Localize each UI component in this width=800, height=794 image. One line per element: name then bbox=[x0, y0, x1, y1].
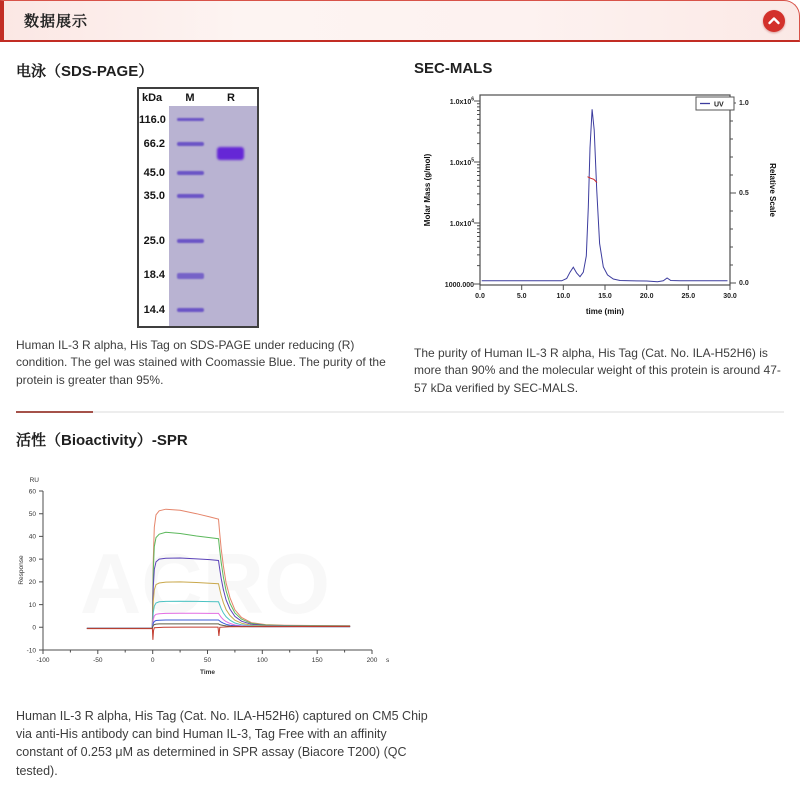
y-left-axis-label: Molar Mass (g/mol) bbox=[423, 153, 432, 227]
gel-lane-r-label: R bbox=[227, 92, 235, 104]
gel-box bbox=[137, 87, 259, 328]
x-tick: 0.0 bbox=[475, 293, 485, 300]
uv-trace bbox=[482, 109, 728, 281]
sec-mals-section bbox=[414, 54, 790, 397]
x-tick: 0 bbox=[150, 657, 155, 665]
spr-caption: Human IL-3 R alpha, His Tag (Cat. No. ILA-H52H6) captured on CM5 Chip via anti-His antibody can bind Human IL-3, Tag Free with an affinity constant of 0.253 μM as determined in SPR assay (Biacore T200) (QC tested). bbox=[16, 709, 428, 778]
x-tick: 100 bbox=[256, 657, 268, 665]
y-left-tick: 1000.000 bbox=[444, 282, 474, 289]
x-axis-ticks bbox=[480, 285, 730, 290]
y-tick: 0 bbox=[32, 624, 36, 632]
marker-weight-label: 18.4 bbox=[143, 269, 165, 281]
marker-weight-label: 25.0 bbox=[143, 235, 165, 247]
marker-band bbox=[177, 239, 204, 243]
divider-accent bbox=[16, 411, 93, 413]
x-axis-label: time (min) bbox=[585, 307, 625, 316]
section-divider bbox=[16, 411, 784, 413]
legend-uv bbox=[696, 97, 734, 110]
y-axis-label: Response bbox=[18, 555, 25, 585]
x-tick: 5.0 bbox=[516, 293, 527, 300]
y-unit-label: RU bbox=[29, 477, 39, 485]
x-tick: -100 bbox=[36, 657, 50, 665]
gel-unit-label: kDa bbox=[142, 92, 163, 104]
marker-band bbox=[177, 171, 204, 175]
marker-weight-label: 35.0 bbox=[143, 190, 165, 202]
marker-band bbox=[177, 194, 204, 198]
spr-section bbox=[16, 429, 784, 780]
y-tick: 60 bbox=[28, 488, 36, 496]
y-tick: 30 bbox=[28, 556, 36, 564]
sds-page-caption: Human IL-3 R alpha, His Tag on SDS-PAGE under reducing (R) condition. The gel was stained with Coomassie Blue. The purity of the protein is greater than 95%. bbox=[16, 338, 386, 387]
gel-area bbox=[169, 106, 257, 326]
marker-band bbox=[177, 118, 204, 121]
x-tick: 50 bbox=[203, 657, 212, 665]
collapse-button[interactable] bbox=[763, 10, 785, 32]
right-axis-major-ticks bbox=[730, 103, 736, 283]
plot-frame bbox=[480, 95, 730, 285]
y-tick: 40 bbox=[28, 533, 36, 541]
section-header bbox=[0, 0, 800, 42]
sec-mals-title: SEC-MALS bbox=[414, 60, 493, 77]
marker-weight-label: 116.0 bbox=[139, 114, 166, 126]
y-left-tick: $1.0x10^5$ bbox=[449, 157, 474, 167]
watermark: ACRO bbox=[79, 537, 331, 633]
sample-band-r bbox=[217, 147, 244, 160]
sec-mals-caption: The purity of Human IL-3 R alpha, His Tag (Cat. No. ILA-H52H6) is more than 90% and the molecular weight of this protein is around 47-57 kDa verified by SEC-MALS. bbox=[414, 346, 781, 395]
content bbox=[0, 42, 800, 794]
svg-text:UV: UV bbox=[714, 101, 724, 109]
x-tick: 200 bbox=[366, 657, 378, 665]
x-tick: 20.0 bbox=[639, 293, 654, 300]
x-tick: 30.0 bbox=[723, 293, 737, 300]
x-tick: 25.0 bbox=[681, 293, 696, 300]
y-right-tick: 0.0 bbox=[739, 280, 749, 287]
y-left-tick: $1.0x10^4$ bbox=[449, 218, 474, 228]
chevron-up-icon bbox=[763, 10, 785, 32]
sds-page-section bbox=[16, 54, 414, 397]
sec-mals-chart bbox=[408, 81, 788, 336]
x-axis-ticks bbox=[43, 650, 372, 654]
sds-page-title: 电泳（SDS-PAGE） bbox=[16, 63, 154, 80]
spr-title: 活性（Bioactivity）-SPR bbox=[16, 432, 188, 450]
spr-chart bbox=[10, 458, 400, 698]
marker-weight-label: 45.0 bbox=[143, 167, 165, 179]
sds-page-gel-figure bbox=[137, 87, 414, 328]
y-right-axis-label: Relative Scale bbox=[768, 163, 777, 217]
marker-band bbox=[177, 308, 204, 312]
left-axis-major-ticks bbox=[474, 101, 480, 284]
page-title: 数据展示 bbox=[24, 13, 89, 30]
marker-weight-label: 66.2 bbox=[143, 138, 165, 150]
y-tick: 50 bbox=[28, 511, 36, 519]
x-tick: -50 bbox=[93, 657, 103, 665]
y-tick: 10 bbox=[28, 602, 36, 610]
y-right-tick: 0.5 bbox=[739, 190, 749, 197]
x-tick: 10.0 bbox=[556, 293, 571, 300]
y-tick: -10 bbox=[26, 647, 36, 655]
x-axis-label: Time bbox=[199, 669, 216, 677]
x-tick: 150 bbox=[311, 657, 323, 665]
y-tick: 20 bbox=[28, 579, 36, 587]
y-axis-ticks bbox=[39, 491, 43, 650]
x-tick: 15.0 bbox=[598, 293, 612, 300]
gel-lane-m-label: M bbox=[185, 92, 195, 104]
y-right-tick: 1.0 bbox=[739, 100, 749, 107]
marker-weight-label: 14.4 bbox=[143, 304, 165, 316]
marker-band bbox=[177, 142, 204, 146]
y-left-tick: $1.0x10^6$ bbox=[449, 96, 474, 106]
marker-band bbox=[177, 273, 204, 279]
x-unit-label: s bbox=[386, 657, 390, 665]
